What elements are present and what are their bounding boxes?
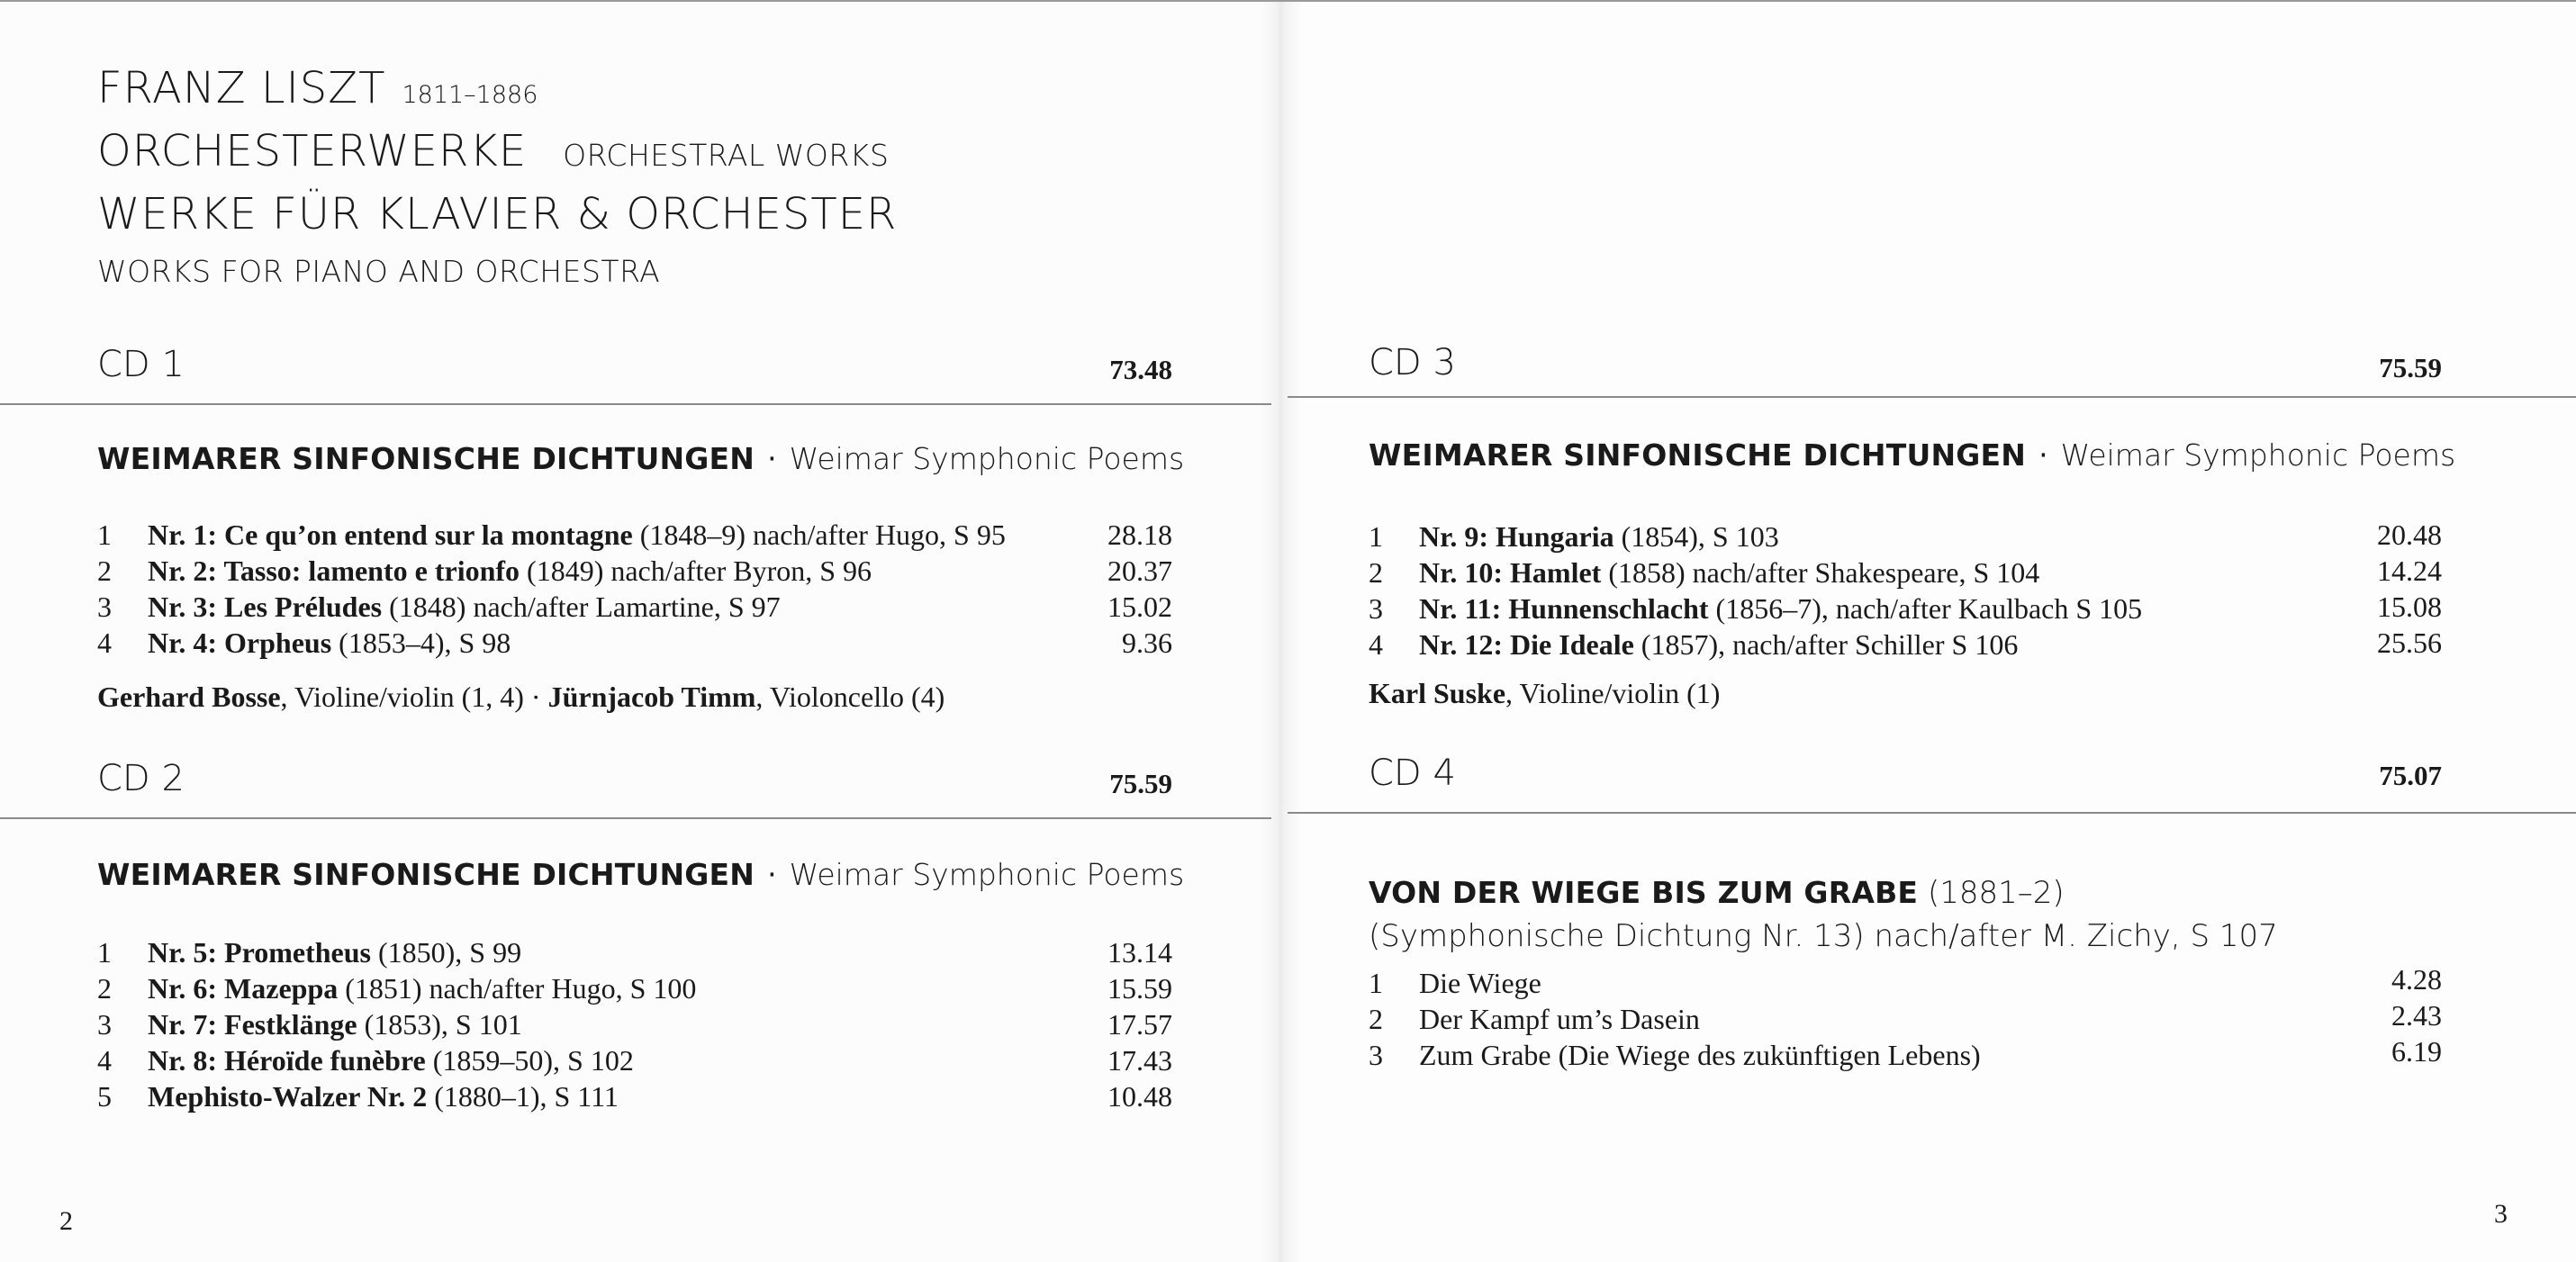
- cd4-section-de: VON DER WIEGE BIS ZUM GRABE: [1369, 875, 1919, 910]
- track-title-rest: (1851) nach/after Hugo, S 100: [338, 972, 697, 1005]
- track-title: [148, 626, 511, 660]
- cd3-label: CD 3: [1369, 342, 1456, 383]
- track-title: [1419, 628, 2018, 662]
- composer-line: [97, 63, 538, 113]
- track-number: 4: [97, 1044, 112, 1077]
- cd1-performers: [97, 681, 945, 714]
- cd4-section-sub: (Symphonische Dichtung Nr. 13) nach/after M. Zichy, S 107: [1369, 918, 2278, 954]
- track-title-rest: (1853), S 101: [357, 1008, 522, 1041]
- track-number: 1: [97, 936, 112, 969]
- track-title-bold: Nr. 8: Héroïde funèbre: [148, 1044, 426, 1077]
- track-title: [1419, 592, 2142, 626]
- track-title-bold: Nr. 9: Hungaria: [1419, 520, 1614, 553]
- track-number: 4: [97, 626, 112, 659]
- track-title-rest: (1856–7), nach/after Kaulbach S 105: [1708, 592, 2143, 625]
- cd1-section-sep: ·: [767, 441, 777, 476]
- track-title-bold: Nr. 10: Hamlet: [1419, 556, 1602, 589]
- cd3-track-3-duration: 15.08: [2377, 590, 2442, 623]
- track-title-rest: (1848–9) nach/after Hugo, S 95: [632, 518, 1006, 551]
- cd4-track-1-duration: 4.28: [2391, 963, 2442, 996]
- cd3-section-title: [1369, 437, 2455, 473]
- cd1-rule: [0, 403, 1271, 405]
- cd2-rule: [0, 817, 1271, 819]
- track-title-rest: Zum Grabe (Die Wiege des zukünftigen Lebens): [1419, 1039, 1981, 1071]
- cd4-track-2-duration: 2.43: [2391, 999, 2442, 1032]
- cd3-section-de: WEIMARER SINFONISCHE DICHTUNGEN: [1369, 437, 2027, 473]
- cd1-section-en: Weimar Symphonic Poems: [789, 441, 1185, 476]
- cd4-rule: [1288, 812, 2576, 814]
- performer-sep: ·: [523, 681, 548, 713]
- track-title-rest: (1854), S 103: [1613, 520, 1779, 553]
- track-title-rest: (1858) nach/after Shakespeare, S 104: [1601, 556, 2040, 589]
- cd1-track-2-duration: 20.37: [1107, 554, 1172, 587]
- track-title-bold: Nr. 7: Festklänge: [148, 1008, 357, 1041]
- track-title: [1419, 556, 2039, 590]
- track-number: 3: [97, 1008, 112, 1041]
- cd3-performers: [1369, 677, 1720, 710]
- track-title: [148, 518, 1006, 552]
- page-number-left: 2: [59, 1206, 73, 1236]
- cd4-total-time: 75.07: [2379, 760, 2442, 791]
- track-title-rest: (1859–50), S 102: [425, 1044, 634, 1077]
- cd2-track-3-duration: 17.57: [1107, 1008, 1172, 1041]
- track-title-rest: (1849) nach/after Byron, S 96: [520, 554, 872, 587]
- track-title: [148, 936, 521, 969]
- performer-role: , Violine/violin (1, 4): [280, 681, 524, 713]
- cd4-section-subtitle: [1369, 918, 2278, 954]
- cd2-total-time: 75.59: [1109, 768, 1172, 799]
- track-title: [1419, 1039, 1981, 1072]
- orchestral-works-line: [97, 126, 889, 176]
- cd3-section-sep: ·: [2038, 437, 2048, 473]
- performer-name: Karl Suske: [1369, 677, 1506, 709]
- cd1-track-4-duration: 9.36: [1122, 626, 1172, 659]
- performer-name: Jürnjacob Timm: [547, 681, 756, 713]
- track-number: 2: [1369, 556, 1383, 589]
- track-title-bold: Nr. 3: Les Préludes: [148, 590, 383, 623]
- track-title-bold: Nr. 11: Hunnenschlacht: [1419, 592, 1709, 625]
- cd1-track-1-duration: 28.18: [1107, 518, 1172, 551]
- orchestral-works-en: ORCHESTRAL WORKS: [563, 138, 890, 173]
- track-number: 3: [97, 590, 112, 623]
- track-number: 1: [97, 518, 112, 551]
- track-number: 2: [97, 554, 112, 587]
- cd3-section-en: Weimar Symphonic Poems: [2060, 437, 2456, 473]
- track-title: [1419, 1003, 1700, 1036]
- cd2-track-5-duration: 10.48: [1107, 1080, 1172, 1113]
- cd3-track-2-duration: 14.24: [2377, 554, 2442, 587]
- composer-years: 1811–1886: [402, 81, 538, 109]
- cd3-total-time: 75.59: [2379, 352, 2442, 383]
- piano-works-en: WORKS FOR PIANO AND ORCHESTRA: [97, 254, 661, 289]
- piano-works-en-line: [97, 254, 660, 289]
- cd2-track-2-duration: 15.59: [1107, 972, 1172, 1005]
- track-number: 1: [1369, 520, 1383, 553]
- track-number: 1: [1369, 967, 1383, 999]
- cd4-section-title: [1369, 875, 2065, 911]
- track-title: [148, 554, 872, 588]
- cd2-section-en: Weimar Symphonic Poems: [789, 857, 1185, 892]
- cd1-track-3-duration: 15.02: [1107, 590, 1172, 623]
- track-title-rest: (1853–4), S 98: [331, 626, 511, 659]
- track-title-rest: Der Kampf um’s Dasein: [1419, 1003, 1700, 1035]
- cd4-track-3-duration: 6.19: [2391, 1035, 2442, 1068]
- track-title: [148, 590, 781, 624]
- cd2-section-title: [97, 857, 1184, 892]
- track-title-rest: (1857), nach/after Schiller S 106: [1633, 628, 2019, 661]
- track-title-bold: Nr. 12: Die Ideale: [1419, 628, 1634, 661]
- track-title: [148, 1008, 522, 1041]
- track-title-bold: Nr. 1: Ce qu’on entend sur la montagne: [148, 518, 633, 551]
- track-number: 2: [1369, 1003, 1383, 1035]
- track-title-bold: Nr. 4: Orpheus: [148, 626, 332, 659]
- cd2-label: CD 2: [97, 758, 185, 799]
- track-title-rest: (1850), S 99: [370, 936, 522, 969]
- cd1-label: CD 1: [97, 344, 185, 385]
- page-number-right: 3: [2494, 1199, 2508, 1229]
- track-title-bold: Nr. 5: Prometheus: [148, 936, 371, 969]
- cd3-track-1-duration: 20.48: [2377, 518, 2442, 551]
- cd4-label: CD 4: [1369, 753, 1456, 794]
- track-number: 3: [1369, 592, 1383, 625]
- track-number: 4: [1369, 628, 1383, 661]
- cd2-section-sep: ·: [767, 857, 777, 892]
- track-title: [148, 1080, 619, 1113]
- piano-works-line: [97, 189, 897, 239]
- track-title-bold: Mephisto-Walzer Nr. 2: [148, 1080, 428, 1113]
- cd4-section-years: (1881–2): [1918, 875, 2065, 911]
- composer-name: FRANZ LISZT: [97, 63, 386, 113]
- track-title: [1419, 520, 1779, 554]
- track-number: 2: [97, 972, 112, 1005]
- orchestral-works-de: ORCHESTERWERKE: [97, 126, 528, 176]
- performer-role: , Violoncello (4): [755, 681, 945, 713]
- cd2-track-4-duration: 17.43: [1107, 1044, 1172, 1077]
- track-title-bold: Nr. 6: Mazeppa: [148, 972, 339, 1005]
- cd3-track-4-duration: 25.56: [2377, 626, 2442, 659]
- cd2-section-de: WEIMARER SINFONISCHE DICHTUNGEN: [97, 857, 755, 892]
- track-title: [148, 972, 696, 1005]
- track-title-rest: Die Wiege: [1419, 967, 1541, 999]
- track-title-rest: (1848) nach/after Lamartine, S 97: [382, 590, 781, 623]
- cd1-section-title: [97, 441, 1184, 476]
- track-number: 5: [97, 1080, 112, 1113]
- cd2-track-1-duration: 13.14: [1107, 936, 1172, 969]
- cd1-section-de: WEIMARER SINFONISCHE DICHTUNGEN: [97, 441, 755, 476]
- track-title-rest: (1880–1), S 111: [427, 1080, 619, 1113]
- track-title: [148, 1044, 634, 1077]
- cd1-total-time: 73.48: [1109, 354, 1172, 385]
- top-edge-line: [0, 0, 2576, 2]
- cd3-rule: [1288, 396, 2576, 398]
- performer-role: , Violine/violin (1): [1505, 677, 1721, 709]
- piano-works-de: WERKE FÜR KLAVIER & ORCHESTER: [97, 189, 898, 239]
- track-title-bold: Nr. 2: Tasso: lamento e trionfo: [148, 554, 520, 587]
- track-number: 3: [1369, 1039, 1383, 1071]
- performer-name: Gerhard Bosse: [97, 681, 281, 713]
- page-gutter: [1261, 0, 1302, 1262]
- track-title: [1419, 967, 1541, 1000]
